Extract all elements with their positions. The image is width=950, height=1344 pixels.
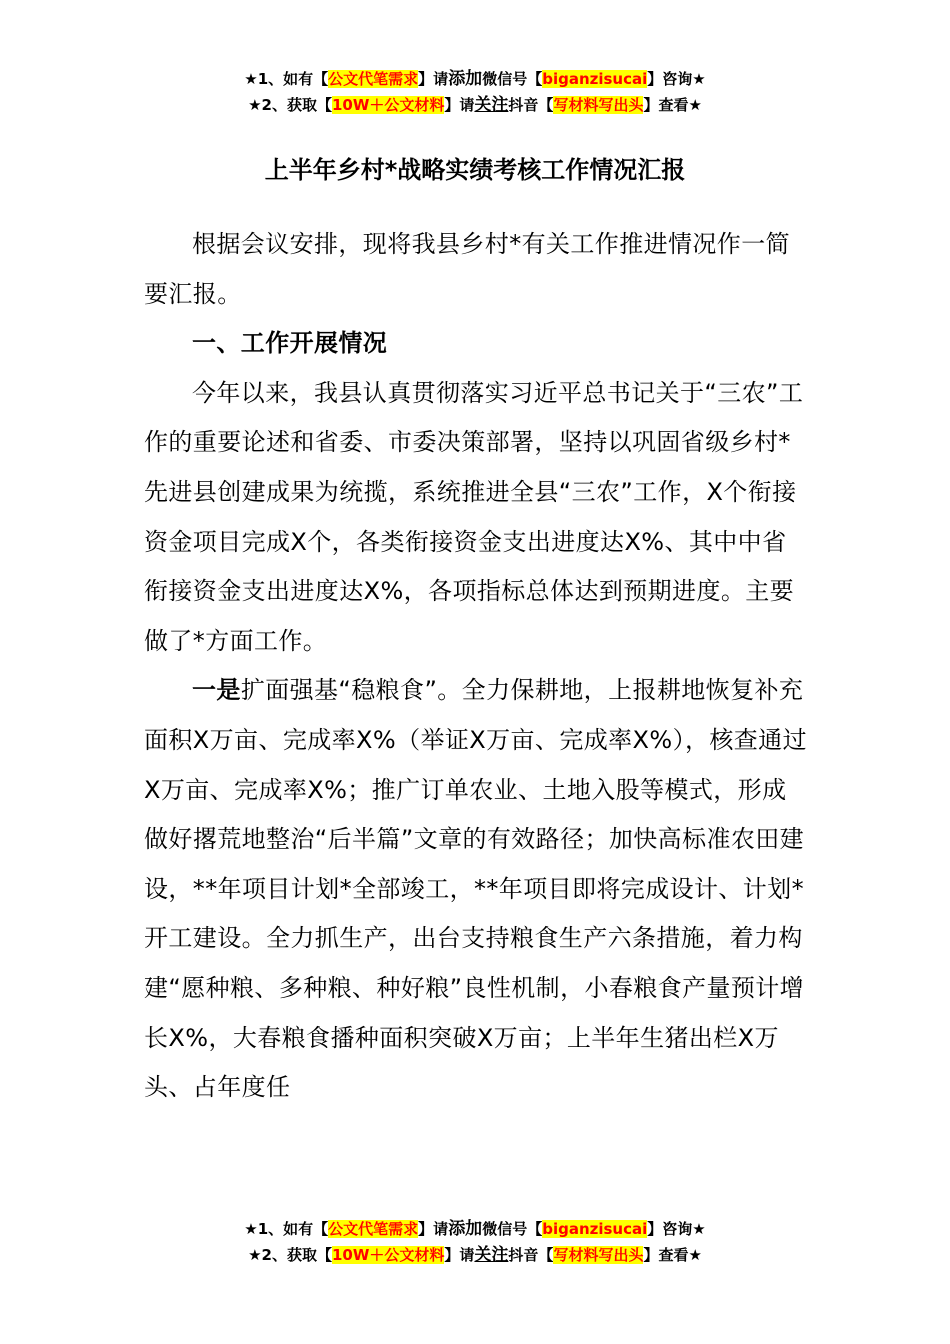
promo-banner-bottom [0,1216,950,1268]
promo-text: 】查看★ [643,96,702,114]
promo-text: 】请 [418,70,449,88]
promo-line-1 [0,1216,950,1242]
promo-highlight: biganzisucai [542,1220,648,1238]
promo-emphasis: 添加 [448,69,483,89]
promo-highlight: biganzisucai [542,70,648,88]
promo-line-2 [0,1242,950,1268]
promo-highlight: 写材料写出头 [553,1246,644,1264]
promo-text: 】咨询★ [647,1220,706,1238]
document-title: 上半年乡村*战略实绩考核工作情况汇报 [264,156,686,184]
intro-paragraph: 根据会议安排，现将我县乡村*有关工作推进情况作一简要汇报。 [144,230,790,308]
paragraph-text: 扩面强基“稳粮食”。全力保耕地，上报耕地恢复补充面积X万亩、完成率X%（举证X万亩、完成率X%），核查通过X万亩、完成率X%；推广订单农业、土地入股等模式，形成做好撂荒地整治“后半篇”文章的有效路径；加快高标准农田建设，**年项目计划*全部竣工，**年项目即将完成设计、计划*开工建设。全力抓生产，出台支持粮食生产六条措施，着力构建“愿种粮、多种粮、种好粮”良性机制，小春粮食产量预计增长X%，大春粮食播种面积突破X万亩；上半年生猪出栏X万头、占年度任 [144,676,807,1102]
document-body [144,220,808,1113]
promo-highlight: 10W＋公文材料 [331,96,445,114]
promo-text: 】请 [444,96,475,114]
promo-text: ★1、如有【 [244,1220,329,1238]
promo-emphasis: 关注 [474,1245,509,1265]
body-paragraph [144,666,808,1112]
promo-text: 】请 [444,1246,475,1264]
promo-highlight: 写材料写出头 [553,96,644,114]
promo-line-1 [0,66,950,92]
promo-text: 】咨询★ [647,70,706,88]
body-paragraph: 今年以来，我县认真贯彻落实习近平总书记关于“三农”工作的重要论述和省委、市委决策部署，坚持以巩固省级乡村*先进县创建成果为统揽，系统推进全县“三农”工作，X个衔接资金项目完成X个，各类衔接资金支出进度达X%、其中中省衔接资金支出进度达X%，各项指标总体达到预期进度。主要做了*方面工作。 [144,378,804,655]
promo-text: ★2、获取【 [248,96,332,114]
promo-line-2 [0,92,950,118]
promo-highlight: 公文代笔需求 [328,70,419,88]
promo-text: 】查看★ [643,1246,702,1264]
promo-text: 微信号【 [482,1220,543,1238]
promo-text: 抖音【 [508,96,554,114]
promo-highlight: 10W＋公文材料 [331,1246,445,1264]
promo-emphasis: 关注 [474,95,509,115]
promo-text: ★2、获取【 [248,1246,332,1264]
promo-text: 】请 [418,1220,449,1238]
promo-text: 微信号【 [482,70,543,88]
paragraph-lead: 一是 [192,676,241,705]
promo-emphasis: 添加 [448,1219,483,1239]
section-heading: 一、工作开展情况 [192,329,388,358]
promo-text: ★1、如有【 [244,70,329,88]
promo-text: 抖音【 [508,1246,554,1264]
promo-highlight: 公文代笔需求 [328,1220,419,1238]
promo-banner-top [0,66,950,118]
